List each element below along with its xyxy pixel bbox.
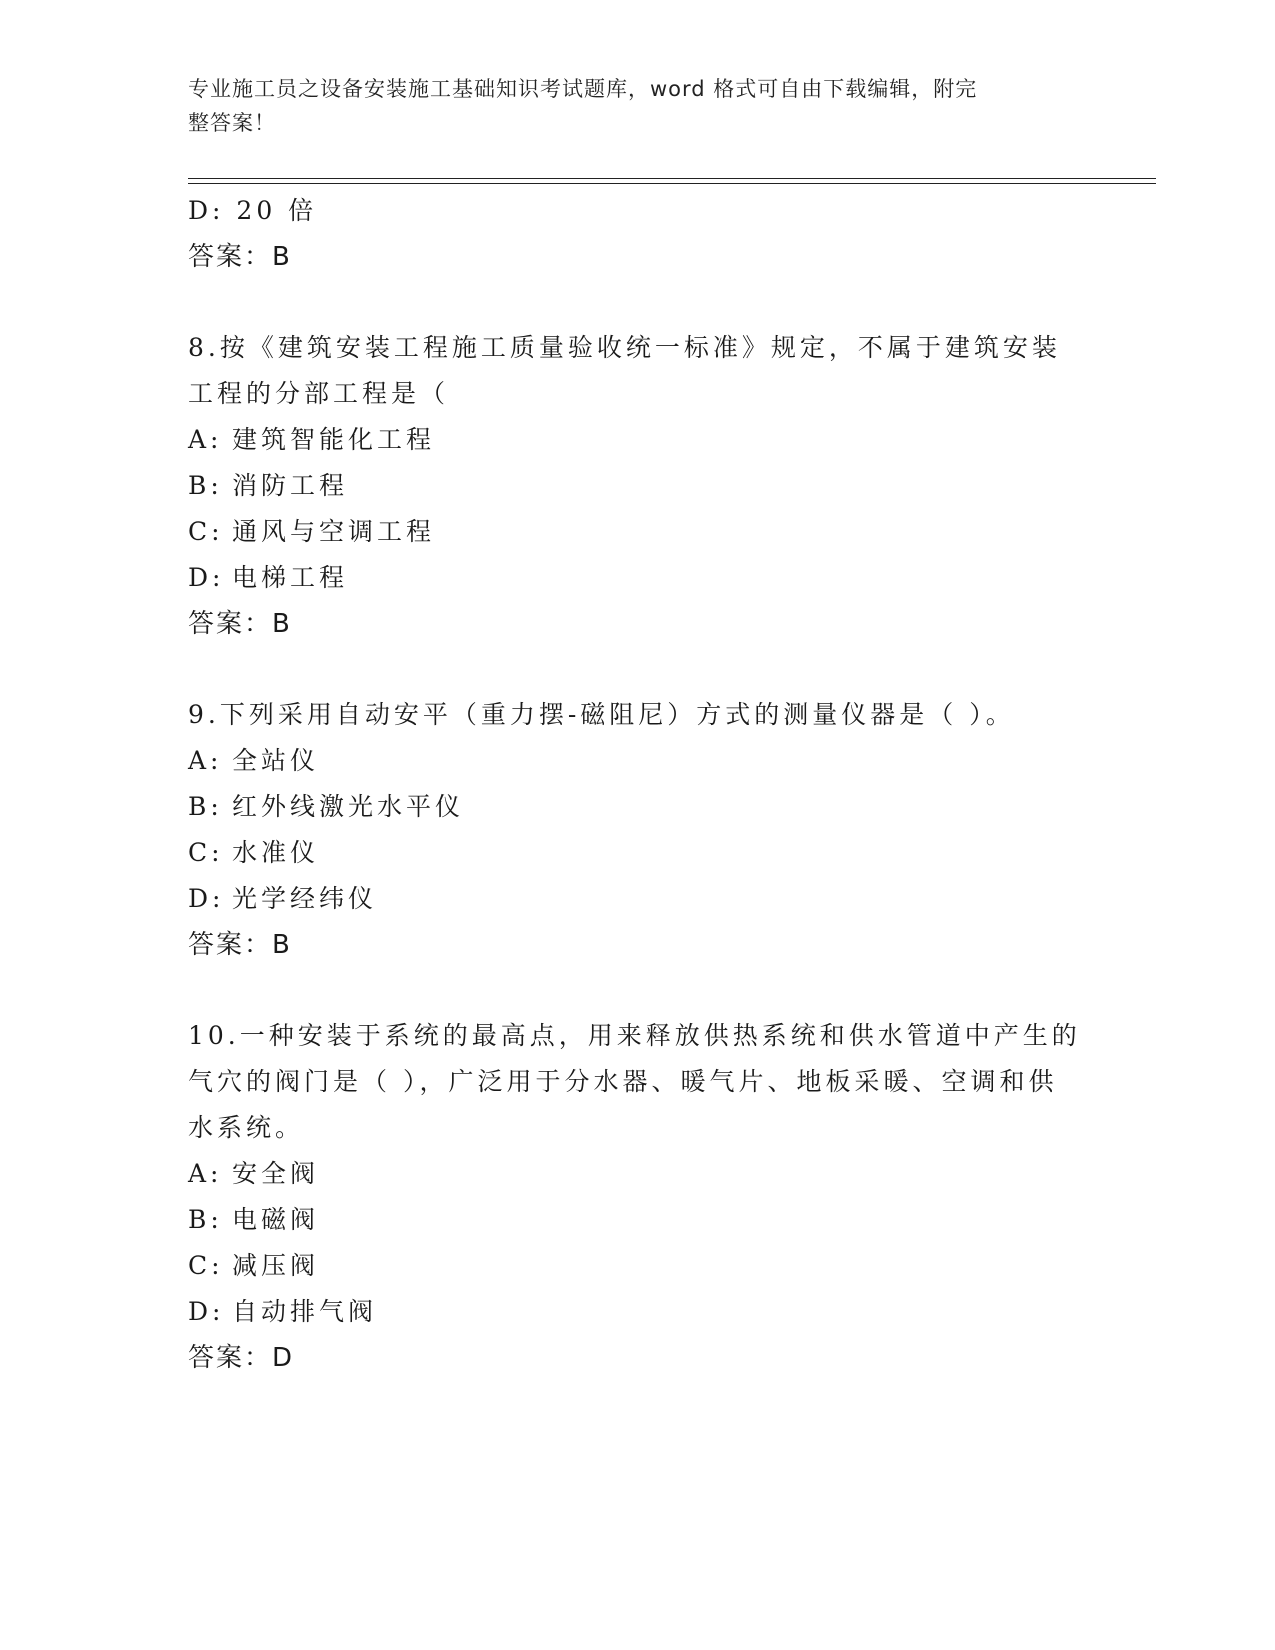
prev-option-d: D: 20 倍 [188, 196, 318, 225]
question-10-answer: 答案：D [188, 1343, 295, 1373]
question-9-stem-line-1: 9.下列采用自动安平（重力摆-磁阻尼）方式的测量仪器是（ ）。 [188, 700, 1015, 729]
option-letter: D: [188, 563, 225, 592]
header-line-1: 专业施工员之设备安装施工基础知识考试题库，word 格式可自由下载编辑，附完 [188, 77, 978, 101]
question-10-option-a [188, 1151, 1088, 1197]
question-8-option-a [188, 417, 1088, 463]
question-10-stem-line-3: 水系统。 [188, 1113, 305, 1142]
option-text: 通风与空调工程 [232, 517, 436, 546]
question-10-option-c [188, 1243, 1088, 1289]
question-8 [188, 325, 1088, 647]
option-text: 水准仪 [232, 838, 320, 867]
question-9-option-d [188, 876, 1088, 922]
option-letter: A: [188, 1159, 223, 1188]
question-9-answer: 答案：B [188, 930, 292, 960]
option-letter: C: [188, 838, 224, 867]
option-text: 电梯工程 [232, 563, 349, 592]
option-text: 减压阀 [232, 1251, 320, 1280]
header-line-2: 整答案！ [188, 111, 276, 135]
question-8-stem-line-1: 8.按《建筑安装工程施工质量验收统一标准》规定，不属于建筑安装 [188, 333, 1061, 362]
spacer [188, 280, 1088, 325]
option-text: 安全阀 [232, 1159, 320, 1188]
question-9 [188, 692, 1088, 968]
question-8-option-b [188, 463, 1088, 509]
option-letter: D: [188, 1297, 225, 1326]
question-8-option-c [188, 509, 1088, 555]
question-9-option-b [188, 784, 1088, 830]
option-text: 自动排气阀 [232, 1297, 378, 1326]
question-10 [188, 1013, 1088, 1381]
question-10-stem-line-2: 气穴的阀门是（ ），广泛用于分水器、暖气片、地板采暖、空调和供 [188, 1067, 1058, 1096]
option-letter: B: [188, 1205, 223, 1234]
page-header [188, 72, 1068, 140]
option-text: 建筑智能化工程 [232, 425, 436, 454]
header-double-rule [188, 178, 1156, 184]
prev-answer: 答案：B [188, 242, 292, 272]
option-letter: A: [188, 746, 223, 775]
option-letter: B: [188, 471, 223, 500]
spacer [188, 647, 1088, 692]
option-letter: D: [188, 884, 225, 913]
question-8-stem-line-2: 工程的分部工程是（ [188, 379, 450, 408]
option-text: 全站仪 [232, 746, 320, 775]
question-8-option-d [188, 555, 1088, 601]
question-10-option-b [188, 1197, 1088, 1243]
spacer [188, 968, 1088, 1013]
question-10-stem-line-1: 10.一种安装于系统的最高点，用来释放供热系统和供水管道中产生的 [188, 1021, 1081, 1050]
option-text: 光学经纬仪 [232, 884, 378, 913]
question-9-option-a [188, 738, 1088, 784]
question-8-answer: 答案：B [188, 609, 292, 639]
question-9-option-c [188, 830, 1088, 876]
option-text: 红外线激光水平仪 [232, 792, 465, 821]
option-letter: B: [188, 792, 223, 821]
option-text: 消防工程 [232, 471, 349, 500]
option-letter: C: [188, 1251, 224, 1280]
option-text: 电磁阀 [232, 1205, 320, 1234]
option-letter: A: [188, 425, 223, 454]
question-content [188, 188, 1088, 1381]
option-letter: C: [188, 517, 224, 546]
question-10-option-d [188, 1289, 1088, 1335]
